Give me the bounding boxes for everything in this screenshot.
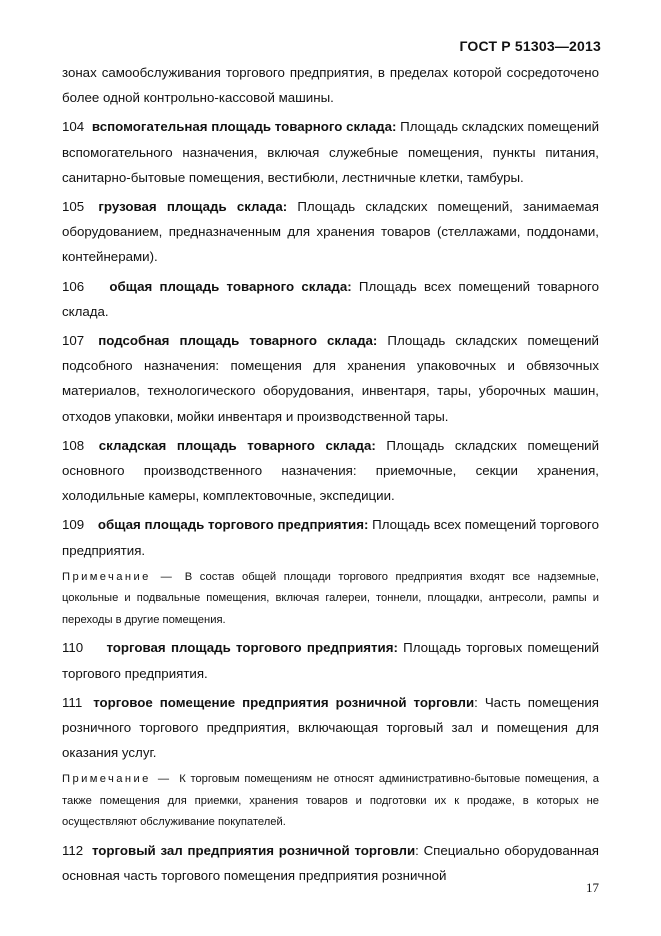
entry-110 (62, 635, 599, 685)
document-header: ГОСТ Р 51303—2013 (459, 38, 601, 54)
entry-definition: Площадь складских помещений подсобного назначения: помещения для хранения упаковочных и обвязочных материалов, технологического оборудования, инвентаря, тары, уборочных машин, отходов упаковки, мойки инвентаря и производственной тары. (62, 333, 599, 424)
entry-number: 108 (62, 437, 85, 453)
document-body (62, 60, 599, 892)
entry-108 (62, 433, 599, 509)
entry-definition: : Часть помещения розничного торгового предприятия, включающая торговый зал и помещения для оказания услуг. (62, 694, 599, 761)
entry-term: торговый зал предприятия розничной торговли (91, 842, 416, 858)
entry-term: вспомогательная площадь товарного склада: (91, 119, 397, 135)
note-111 (62, 769, 599, 834)
entry-definition: Площадь всех помещений товарного склада. (62, 278, 599, 319)
note-109 (62, 567, 599, 632)
entry-number: 111 (62, 694, 83, 710)
entry-definition: : Специально оборудованная основная часть торгового помещения предприятия розничной (62, 842, 599, 884)
entry-106 (62, 274, 599, 324)
entry-definition: Площадь всех помещений торгового предприятия. (62, 517, 599, 558)
entry-term: общая площадь товарного склада: (109, 278, 352, 294)
entry-term: торговая площадь торгового предприятия: (106, 640, 398, 656)
entry-104 (62, 114, 599, 190)
entry-definition: Площадь складских помещений вспомогательного назначения, включая служебные помещения, пункты питания, санитарно-бытовые помещения, вестибюли, лестничные клетки, тамбуры. (62, 119, 600, 185)
entry-term: торговое помещение предприятия розничной торговли (93, 694, 475, 710)
entry-111 (62, 690, 599, 766)
note-text: К торговым помещениям не относят административно-бытовые помещения, а также помещения для приемки, хранения товаров и подготовки их к продаже, в которых не осуществляют обслуживание покупателей. (62, 773, 599, 829)
entry-105 (62, 194, 599, 270)
entry-term: грузовая площадь склада: (98, 199, 288, 215)
entry-109 (62, 512, 599, 562)
entry-term: подсобная площадь товарного склада: (98, 333, 378, 349)
entry-number: 112 (62, 842, 84, 858)
entry-definition: Площадь торговых помещений торгового предприятия. (62, 640, 600, 681)
note-label: Примечание — (62, 570, 175, 583)
entry-definition: Площадь складских помещений основного производственного назначения: приемочные, секции хранения, холодильные камеры, комплектовочные, экспедиции. (62, 437, 600, 504)
entry-number: 104 (62, 119, 85, 135)
entry-number: 107 (62, 333, 85, 349)
entry-number: 110 (62, 640, 84, 656)
entry-term: общая площадь торгового предприятия: (97, 517, 369, 533)
entry-number: 105 (62, 199, 85, 215)
note-label: Примечание — (62, 773, 172, 786)
entry-number: 106 (62, 278, 85, 294)
entry-definition: Площадь складских помещений, занимаемая оборудованием, предназначенным для хранения товаров (стеллажами, поддонами, контейнерами). (62, 199, 599, 265)
entry-number: 109 (62, 517, 85, 533)
entry-112 (62, 838, 599, 888)
entry-term: складская площадь товарного склада: (98, 437, 376, 453)
page-number: 17 (586, 880, 599, 895)
entry-107 (62, 328, 599, 429)
note-text: В состав общей площади торгового предприятия входят все надземные, цокольные и подвальные помещения, включая галереи, тоннели, площадки, антресоли, рампы и переходы в другие помещения. (62, 570, 599, 626)
continuation-paragraph: зонах самообслуживания торгового предприятия, в пределах которой сосредоточено более одной контрольно-кассовой машины. (62, 65, 599, 106)
